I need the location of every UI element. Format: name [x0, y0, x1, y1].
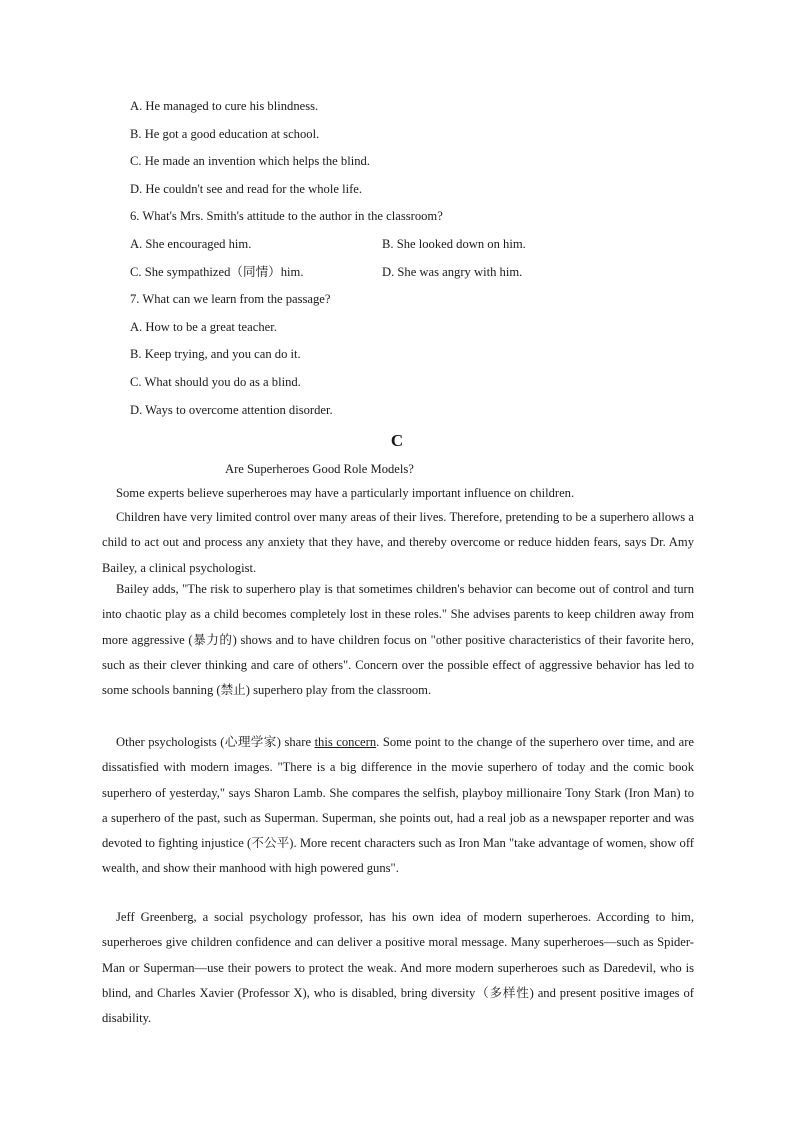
paragraph-3 — [102, 577, 694, 703]
q5-option-d[interactable]: D. He couldn't see and read for the whole life. — [130, 182, 363, 196]
paragraph-3-text: Bailey adds, "The risk to superhero play is that sometimes children's behavior can become out of control and turn into chaotic play as a child becomes completely lost in these roles." She advises parents to keep children away from more aggressive (暴力的) shows and to have children focus on "other positive characteristics of their favorite hero, such as their clever thinking and care of others". Concern over the possible effect of aggressive behavior has led to some schools banning (禁止) superhero play from the classroom. — [102, 582, 694, 698]
q6-option-d[interactable]: D. She was angry with him. — [382, 265, 523, 279]
paragraph-4-start: Other psychologists (心理学家) share — [116, 735, 315, 749]
q7-option-a[interactable]: A. How to be a great teacher. — [130, 320, 277, 334]
paragraph-4-rest: . Some point to the change of the superhero over time, and are dissatisfied with modern images. "There is a big difference in the movie superhero of today and the comic book superhero of yesterday," says Sharon Lamb. She compares the selfish, playboy millionaire Tony Stark (Iron Man) to a superhero of the past, such as Superman. Superman, she points out, had a real job as a newspaper reporter and was devoted to fighting injustice (不公平). More recent characters such as Iron Man "take advantage of women, show off wealth, and show their manhood with high powered guns". — [102, 735, 694, 876]
paragraph-4 — [102, 730, 694, 882]
q7-option-c[interactable]: C. What should you do as a blind. — [130, 375, 301, 389]
paragraph-2-text: Children have very limited control over many areas of their lives. Therefore, pretending to be a superhero allows a child to act out and process any anxiety that they have, and thereby overcome or reduce hidden fears, says Dr. Amy Bailey, a clinical psychologist. — [102, 510, 694, 575]
q6-option-b[interactable]: B. She looked down on him. — [382, 237, 526, 251]
paragraph-5 — [102, 905, 694, 1031]
paragraph-1 — [102, 481, 694, 506]
section-letter: C — [390, 431, 404, 450]
q5-option-b[interactable]: B. He got a good education at school. — [130, 127, 320, 141]
underlined-phrase: this concern — [314, 735, 377, 749]
q7-question: 7. What can we learn from the passage? — [130, 292, 331, 306]
q7-option-b[interactable]: B. Keep trying, and you can do it. — [130, 347, 301, 361]
q5-option-a[interactable]: A. He managed to cure his blindness. — [130, 99, 319, 113]
q7-option-d[interactable]: D. Ways to overcome attention disorder. — [130, 403, 333, 417]
paragraph-1-text: Some experts believe superheroes may have a particularly important influence on children. — [116, 486, 575, 500]
passage-title: Are Superheroes Good Role Models? — [225, 462, 414, 476]
paragraph-2 — [102, 505, 694, 581]
q6-question: 6. What's Mrs. Smith's attitude to the author in the classroom? — [130, 209, 443, 223]
q6-option-a[interactable]: A. She encouraged him. — [130, 237, 252, 251]
q6-option-c[interactable]: C. She sympathized（同情）him. — [130, 265, 304, 279]
paragraph-5-text: Jeff Greenberg, a social psychology professor, has his own idea of modern superheroes. According to him, superheroes give children confidence and can deliver a positive moral message. Many superheroes—such as Spider-Man or Superman—use their powers to protect the weak. And more modern superheroes such as Daredevil, who is blind, and Charles Xavier (Professor X), who is disabled, bring diversity（多样性) and present positive images of disability. — [102, 910, 694, 1026]
q5-option-c[interactable]: C. He made an invention which helps the blind. — [130, 154, 370, 168]
